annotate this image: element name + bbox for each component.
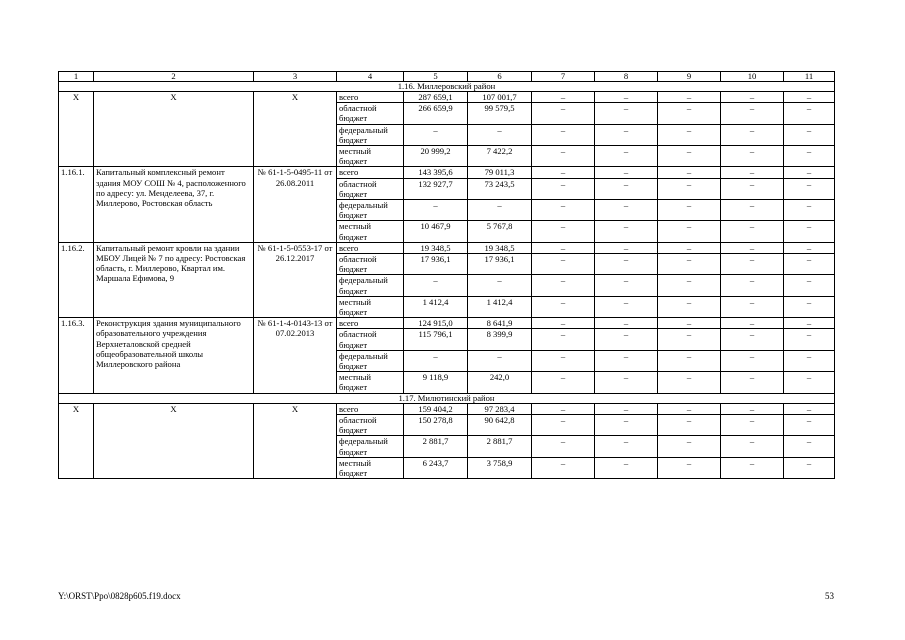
section-row: [59, 393, 835, 403]
header-cell: 6: [468, 72, 532, 82]
value-col8: –: [595, 350, 658, 371]
header-cell: 11: [784, 72, 835, 82]
value-col5: 150 278,8: [404, 414, 468, 435]
funding-type: областной бюджет: [337, 329, 404, 350]
value-col11: –: [784, 329, 835, 350]
table-row: [59, 403, 835, 414]
value-col8: –: [595, 403, 658, 414]
item-number: X: [59, 403, 94, 478]
value-col11: –: [784, 178, 835, 199]
funding-type: местный бюджет: [337, 372, 404, 393]
value-col10: –: [721, 254, 784, 275]
value-col6: 99 579,5: [468, 103, 532, 124]
section-title: 1.16. Миллеровский район: [59, 82, 835, 92]
value-col6: 5 767,8: [468, 221, 532, 242]
value-col6: 242,0: [468, 372, 532, 393]
funding-type: федеральный бюджет: [337, 275, 404, 296]
value-col5: 2 881,7: [404, 436, 468, 457]
table-body: [59, 72, 835, 479]
value-col5: 1 412,4: [404, 296, 468, 317]
header-cell: 9: [658, 72, 721, 82]
value-col5: 115 796,1: [404, 329, 468, 350]
funding-type: областной бюджет: [337, 178, 404, 199]
value-col8: –: [595, 200, 658, 221]
value-col8: –: [595, 242, 658, 253]
value-col11: –: [784, 296, 835, 317]
value-col5: 17 936,1: [404, 254, 468, 275]
funding-type: местный бюджет: [337, 221, 404, 242]
value-col8: –: [595, 124, 658, 145]
item-number: X: [59, 92, 94, 167]
value-col7: –: [532, 318, 595, 329]
footer-file-path: Y:\ORST\Ppo\0828p605.f19.docx: [58, 591, 181, 601]
header-cell: 7: [532, 72, 595, 82]
value-col9: –: [658, 372, 721, 393]
header-cell: 5: [404, 72, 468, 82]
value-col6: 19 348,5: [468, 242, 532, 253]
value-col11: –: [784, 146, 835, 167]
value-col11: –: [784, 254, 835, 275]
value-col7: –: [532, 275, 595, 296]
value-col9: –: [658, 242, 721, 253]
value-col7: –: [532, 103, 595, 124]
value-col8: –: [595, 103, 658, 124]
value-col10: –: [721, 372, 784, 393]
value-col10: –: [721, 457, 784, 478]
footer-page-number: 53: [825, 591, 834, 601]
value-col8: –: [595, 275, 658, 296]
value-col10: –: [721, 414, 784, 435]
value-col6: 1 412,4: [468, 296, 532, 317]
header-cell: 1: [59, 72, 94, 82]
value-col7: –: [532, 414, 595, 435]
value-col10: –: [721, 178, 784, 199]
funding-type: всего: [337, 92, 404, 103]
funding-type: федеральный бюджет: [337, 124, 404, 145]
value-col10: –: [721, 296, 784, 317]
value-col7: –: [532, 242, 595, 253]
value-col10: –: [721, 436, 784, 457]
value-col6: –: [468, 275, 532, 296]
value-col6: 73 243,5: [468, 178, 532, 199]
value-col9: –: [658, 436, 721, 457]
funding-type: федеральный бюджет: [337, 350, 404, 371]
value-col10: –: [721, 221, 784, 242]
value-col7: –: [532, 167, 595, 178]
funding-type: федеральный бюджет: [337, 436, 404, 457]
header-cell: 10: [721, 72, 784, 82]
item-number: 1.16.2.: [59, 242, 94, 317]
funding-type: местный бюджет: [337, 296, 404, 317]
value-col5: –: [404, 350, 468, 371]
value-col9: –: [658, 92, 721, 103]
value-col5: 124 915,0: [404, 318, 468, 329]
item-document: № 61-1-5-0495-11 от 26.08.2011: [254, 167, 337, 242]
value-col6: –: [468, 200, 532, 221]
table-row: [59, 92, 835, 103]
value-col9: –: [658, 221, 721, 242]
item-name: X: [94, 403, 254, 478]
value-col9: –: [658, 296, 721, 317]
value-col6: 2 881,7: [468, 436, 532, 457]
value-col10: –: [721, 103, 784, 124]
table-row: [59, 318, 835, 329]
value-col10: –: [721, 242, 784, 253]
budget-table: [58, 71, 835, 479]
header-cell: 3: [254, 72, 337, 82]
funding-type: областной бюджет: [337, 103, 404, 124]
value-col8: –: [595, 92, 658, 103]
value-col9: –: [658, 318, 721, 329]
value-col9: –: [658, 329, 721, 350]
value-col8: –: [595, 457, 658, 478]
value-col10: –: [721, 167, 784, 178]
value-col5: 143 395,6: [404, 167, 468, 178]
section-title: 1.17. Милютинский район: [59, 393, 835, 403]
value-col8: –: [595, 178, 658, 199]
header-cell: 2: [94, 72, 254, 82]
table-row: [59, 167, 835, 178]
value-col7: –: [532, 457, 595, 478]
value-col5: 159 404,2: [404, 403, 468, 414]
header-row: [59, 72, 835, 82]
value-col6: –: [468, 350, 532, 371]
value-col8: –: [595, 296, 658, 317]
value-col6: 7 422,2: [468, 146, 532, 167]
value-col7: –: [532, 350, 595, 371]
value-col7: –: [532, 372, 595, 393]
value-col6: 17 936,1: [468, 254, 532, 275]
value-col10: –: [721, 318, 784, 329]
value-col7: –: [532, 200, 595, 221]
value-col9: –: [658, 200, 721, 221]
funding-type: всего: [337, 242, 404, 253]
value-col8: –: [595, 167, 658, 178]
value-col5: 287 659,1: [404, 92, 468, 103]
value-col5: 266 659,9: [404, 103, 468, 124]
value-col8: –: [595, 254, 658, 275]
funding-type: федеральный бюджет: [337, 200, 404, 221]
value-col7: –: [532, 124, 595, 145]
funding-type: местный бюджет: [337, 457, 404, 478]
funding-type: местный бюджет: [337, 146, 404, 167]
value-col5: 9 118,9: [404, 372, 468, 393]
value-col11: –: [784, 436, 835, 457]
value-col10: –: [721, 124, 784, 145]
table-row: [59, 242, 835, 253]
value-col5: 19 348,5: [404, 242, 468, 253]
value-col5: –: [404, 275, 468, 296]
value-col11: –: [784, 350, 835, 371]
funding-type: всего: [337, 318, 404, 329]
value-col6: 8 641,9: [468, 318, 532, 329]
value-col11: –: [784, 103, 835, 124]
value-col11: –: [784, 275, 835, 296]
value-col7: –: [532, 403, 595, 414]
item-name: X: [94, 92, 254, 167]
section-row: [59, 82, 835, 92]
value-col9: –: [658, 167, 721, 178]
item-document: № 61-1-5-0553-17 от 26.12.2017: [254, 242, 337, 317]
value-col7: –: [532, 296, 595, 317]
value-col11: –: [784, 124, 835, 145]
value-col6: 107 001,7: [468, 92, 532, 103]
value-col9: –: [658, 103, 721, 124]
value-col9: –: [658, 414, 721, 435]
value-col5: 132 927,7: [404, 178, 468, 199]
funding-type: областной бюджет: [337, 414, 404, 435]
value-col5: 20 999,2: [404, 146, 468, 167]
value-col11: –: [784, 167, 835, 178]
value-col10: –: [721, 275, 784, 296]
value-col7: –: [532, 254, 595, 275]
item-name: Капитальный ремонт кровли на здании МБОУ Лицей № 7 по адресу: Ростовская область, г. Миллерово, Квартал им. Маршала Ефимова, 9: [94, 242, 254, 317]
value-col11: –: [784, 414, 835, 435]
item-number: 1.16.1.: [59, 167, 94, 242]
item-number: 1.16.3.: [59, 318, 94, 393]
value-col11: –: [784, 221, 835, 242]
value-col6: 90 642,8: [468, 414, 532, 435]
value-col8: –: [595, 146, 658, 167]
value-col10: –: [721, 146, 784, 167]
value-col10: –: [721, 200, 784, 221]
value-col10: –: [721, 92, 784, 103]
value-col5: 6 243,7: [404, 457, 468, 478]
value-col9: –: [658, 146, 721, 167]
value-col9: –: [658, 403, 721, 414]
value-col6: 97 283,4: [468, 403, 532, 414]
value-col9: –: [658, 178, 721, 199]
value-col11: –: [784, 457, 835, 478]
value-col10: –: [721, 329, 784, 350]
value-col6: 79 011,3: [468, 167, 532, 178]
value-col8: –: [595, 436, 658, 457]
value-col11: –: [784, 92, 835, 103]
value-col7: –: [532, 92, 595, 103]
value-col9: –: [658, 457, 721, 478]
item-document: № 61-1-4-0143-13 от 07.02.2013: [254, 318, 337, 393]
item-document: X: [254, 92, 337, 167]
header-cell: 8: [595, 72, 658, 82]
value-col9: –: [658, 124, 721, 145]
value-col8: –: [595, 221, 658, 242]
value-col6: 8 399,9: [468, 329, 532, 350]
value-col11: –: [784, 372, 835, 393]
header-cell: 4: [337, 72, 404, 82]
value-col8: –: [595, 372, 658, 393]
funding-type: всего: [337, 167, 404, 178]
value-col5: –: [404, 200, 468, 221]
item-document: X: [254, 403, 337, 478]
value-col11: –: [784, 403, 835, 414]
funding-type: областной бюджет: [337, 254, 404, 275]
funding-type: всего: [337, 403, 404, 414]
value-col10: –: [721, 350, 784, 371]
value-col7: –: [532, 329, 595, 350]
value-col8: –: [595, 318, 658, 329]
value-col9: –: [658, 275, 721, 296]
value-col8: –: [595, 329, 658, 350]
value-col10: –: [721, 403, 784, 414]
value-col8: –: [595, 414, 658, 435]
value-col11: –: [784, 242, 835, 253]
item-name: Реконструкция здания муниципального образовательного учреждения Верхнеталовской средней общеобразовательной школы Миллеровского района: [94, 318, 254, 393]
value-col7: –: [532, 178, 595, 199]
value-col11: –: [784, 318, 835, 329]
item-name: Капитальный комплексный ремонт здания МОУ СОШ № 4, расположенного по адресу: ул. Менделеева, 37, г. Миллерово, Ростовская область: [94, 167, 254, 242]
value-col5: –: [404, 124, 468, 145]
value-col7: –: [532, 221, 595, 242]
value-col11: –: [784, 200, 835, 221]
value-col7: –: [532, 146, 595, 167]
value-col9: –: [658, 254, 721, 275]
value-col7: –: [532, 436, 595, 457]
value-col6: –: [468, 124, 532, 145]
value-col9: –: [658, 350, 721, 371]
value-col5: 10 467,9: [404, 221, 468, 242]
value-col6: 3 758,9: [468, 457, 532, 478]
